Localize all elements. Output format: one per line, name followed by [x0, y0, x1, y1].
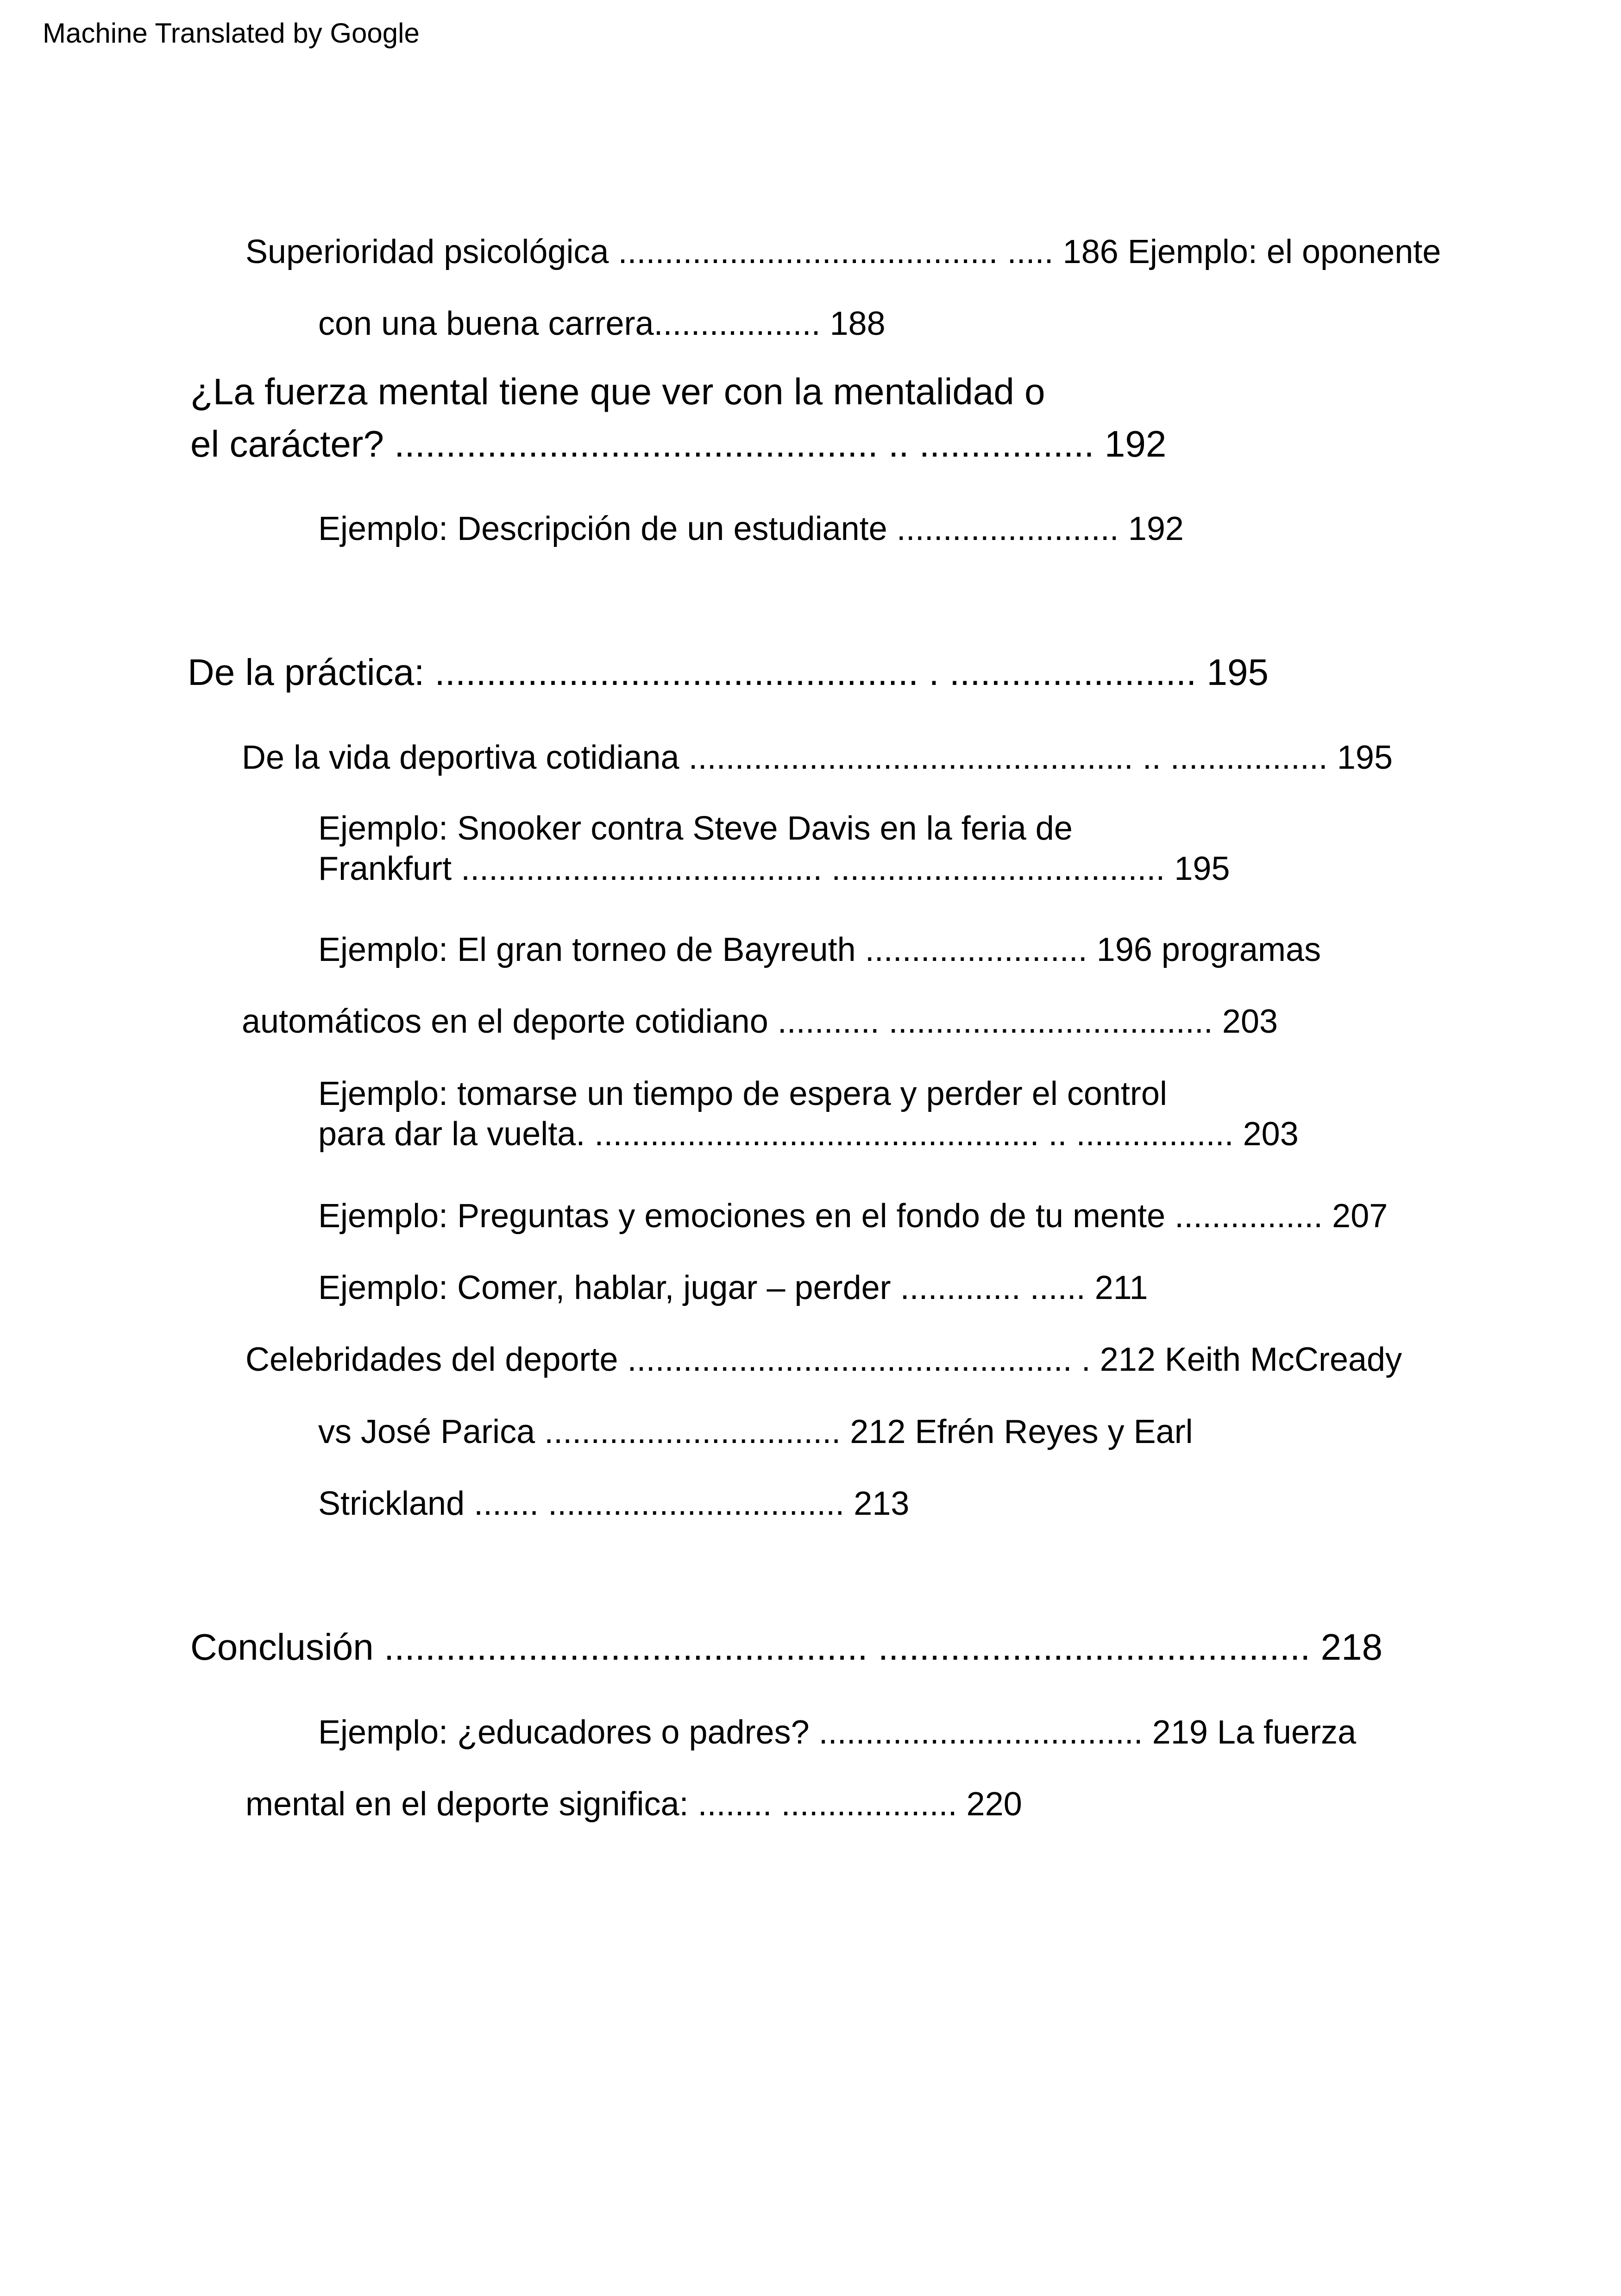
machine-translation-banner: Machine Translated by Google [43, 18, 420, 49]
toc-entry: para dar la vuelta. ................................................ .. ................. 203 [318, 1116, 1299, 1153]
toc-section-heading: De la práctica: ............................................... . ........................ 195 [188, 652, 1269, 693]
toc-entry: vs José Parica ................................ 212 Efrén Reyes y Earl [318, 1413, 1193, 1450]
toc-entry: Strickland ....... ................................ 213 [318, 1485, 910, 1522]
toc-entry: Ejemplo: Snooker contra Steve Davis en la feria de [318, 810, 1073, 847]
toc-entry: Ejemplo: tomarse un tiempo de espera y perder el control [318, 1075, 1167, 1112]
toc-entry: con una buena carrera.................. 188 [318, 305, 886, 342]
toc-entry: Ejemplo: ¿educadores o padres? ................................... 219 La fuerza [318, 1714, 1357, 1751]
toc-entry: Ejemplo: El gran torneo de Bayreuth ........................ 196 programas [318, 931, 1321, 968]
toc-entry-heading: el carácter? ............................................... .. ................. 192 [190, 423, 1167, 464]
toc-section-heading: Conclusión ............................................... .......................................... 218 [190, 1626, 1383, 1668]
toc-entry: Frankfurt ....................................... .................................... 195 [318, 850, 1230, 887]
toc-entry: De la vida deportiva cotidiana ................................................ .. ................. 195 [242, 739, 1393, 776]
toc-entry: Ejemplo: Comer, hablar, jugar – perder ............. ...... 211 [318, 1269, 1148, 1306]
toc-entry: Celebridades del deporte ................................................ . 212 Keith McCready [245, 1341, 1402, 1378]
toc-entry-heading: ¿La fuerza mental tiene que ver con la mentalidad o [190, 371, 1045, 412]
toc-entry: Ejemplo: Descripción de un estudiante ........................ 192 [318, 510, 1184, 547]
toc-entry: Ejemplo: Preguntas y emociones en el fondo de tu mente ................ 207 [318, 1198, 1388, 1235]
toc-entry: Superioridad psicológica ......................................... ..... 186 Ejemplo: el oponente [245, 233, 1441, 270]
toc-entry: mental en el deporte significa: ........ ................... 220 [245, 1786, 1022, 1823]
toc-entry: automáticos en el deporte cotidiano ........... ................................... 203 [242, 1003, 1278, 1040]
